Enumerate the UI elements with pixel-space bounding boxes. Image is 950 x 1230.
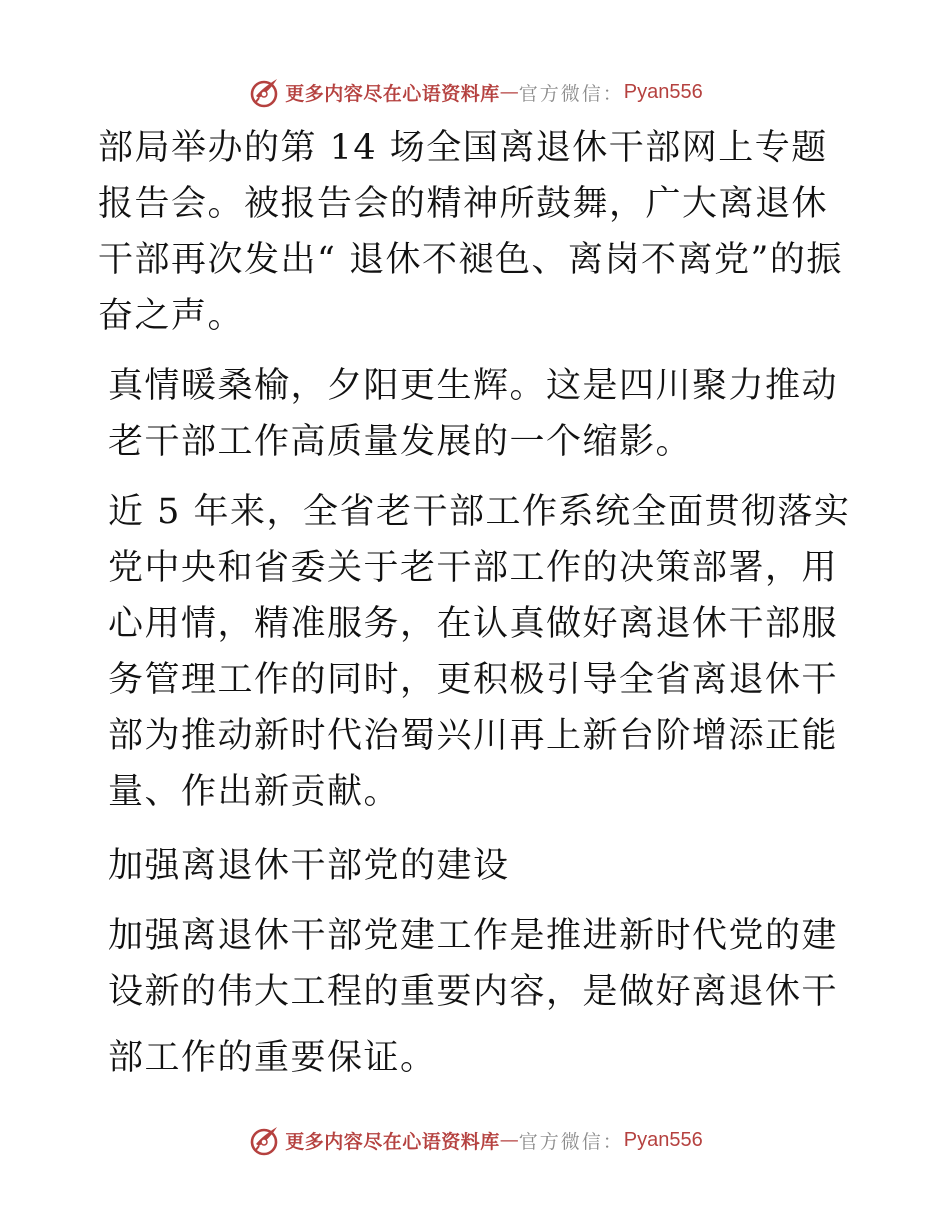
banner-separator: — bbox=[499, 81, 519, 103]
paragraph-3: 近 5 年来，全省老干部工作系统全面贯彻落实党中央和省委关于老干部工作的决策部署，用心用情，精准服务，在认真做好离退休干部服务管理工作的同时，更积极引导全省离退休干部为推动新时代治蜀兴川再上新台阶增添正能量、作出新贡献。 bbox=[108, 492, 851, 812]
paragraph-4: 加强离退休干部党建工作是推进新时代党的建设新的伟大工程的重要内容，是做好离退休干 bbox=[108, 916, 839, 1012]
wechat-id: Pyan556 bbox=[623, 1128, 703, 1151]
wechat-id: Pyan556 bbox=[623, 80, 703, 103]
paragraph-1: 部局举办的第 14 场全国离退休干部网上专题报告会。被报告会的精神所鼓舞，广大离退休干部再次发出“ 退休不褪色、离岗不离党”的振奋之声。 bbox=[98, 128, 843, 336]
header-banner bbox=[0, 72, 950, 112]
quill-pen-logo-icon bbox=[247, 75, 281, 109]
quill-pen-logo-icon bbox=[247, 1123, 281, 1157]
wechat-label: 官方微信： bbox=[518, 82, 624, 105]
wechat-label: 官方微信： bbox=[518, 1130, 624, 1153]
paragraph-2: 真情暖桑榆，夕阳更生辉。这是四川聚力推动老干部工作高质量发展的一个缩影。 bbox=[108, 366, 839, 462]
section-heading: 加强离退休干部党的建设 bbox=[108, 846, 510, 886]
paragraph-5: 部工作的重要保证。 bbox=[108, 1038, 437, 1078]
banner-text: 更多内容尽在心语资料库 bbox=[285, 1130, 500, 1153]
banner-separator: — bbox=[499, 1129, 519, 1151]
banner-text: 更多内容尽在心语资料库 bbox=[285, 82, 500, 105]
document-body bbox=[98, 120, 858, 1086]
footer-banner bbox=[0, 1120, 950, 1160]
